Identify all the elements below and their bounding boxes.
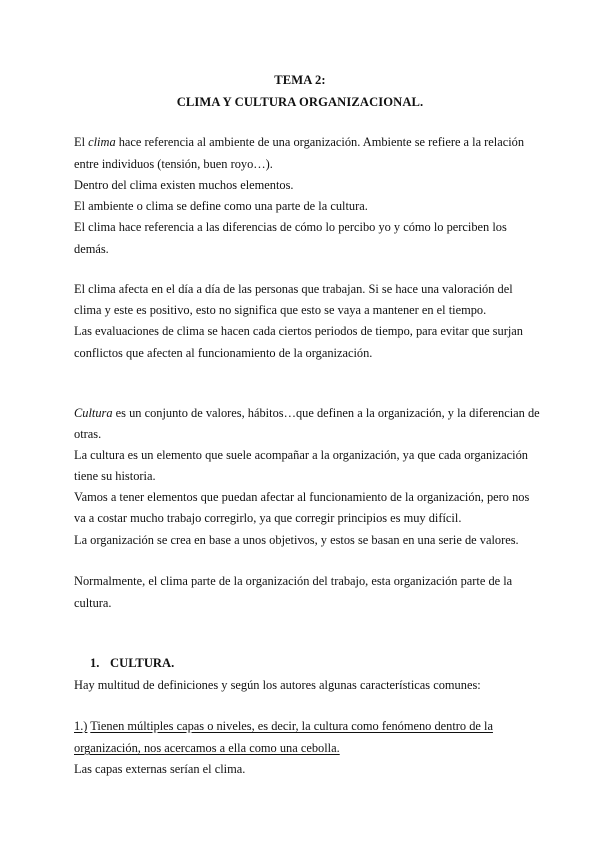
cultura-paragraph-3-line-2: va a costar mucho trabajo corregirlo, ya que corregir principios es muy difícil. [74,511,462,525]
clima-paragraph-1 [74,135,524,150]
page-title: CLIMA Y CULTURA ORGANIZACIONAL. [176,95,424,109]
clima-paragraph-1-line-2: entre individuos (tensión, buen royo…). [74,157,273,171]
cultura-paragraph-4: La organización se crea en base a unos objetivos, y estos se basan en una serie de valores. [74,533,519,547]
text-run: hace referencia al ambiente de una organización. Ambiente se refiere a la relación [115,135,525,149]
clima-paragraph-3: El ambiente o clima se define como una parte de la cultura. [74,199,368,213]
title-line-1: TEMA 2: [274,73,326,87]
cultura-paragraph-5: Normalmente, el clima parte de la organización del trabajo, esta organización parte de la [74,574,513,588]
cultura-paragraph-1-line-2: otras. [74,427,102,441]
clima-paragraph-4-line-2: demás. [74,242,109,256]
clima-paragraph-5: El clima afecta en el día a día de las personas que trabajan. Si se hace una valoración del [74,282,513,296]
clima-paragraph-4: El clima hace referencia a las diferencias de cómo lo percibo yo y cómo lo perciben los [74,220,507,234]
cultura-paragraph-2-line-2: tiene su historia. [74,469,156,483]
clima-paragraph-2: Dentro del clima existen muchos elementos. [74,178,294,192]
cultura-paragraph-5-line-2: cultura. [74,596,112,610]
list-item-1-note: Las capas externas serían el clima. [74,762,246,776]
term-clima: clima [88,135,116,149]
text-run: El [74,135,89,149]
text-run: es un conjunto de valores, hábitos…que definen a la organización, y la diferencian de [112,406,540,420]
section-title: CULTURA. [110,656,175,670]
section-intro: Hay multitud de definiciones y según los autores algunas características comunes: [74,678,481,692]
list-item-text: organización, nos acercamos a ella como una cebolla. [74,741,340,755]
cultura-paragraph-3: Vamos a tener elementos que puedan afectar al funcionamiento de la organización, pero nos [74,490,530,504]
list-item-text: Tienen múltiples capas o niveles, es decir, la cultura como fenómeno dentro de la [90,719,493,733]
section-heading-cultura [90,656,174,671]
clima-paragraph-5-line-2: clima y este es positivo, esto no significa que esto se vaya a mantener en el tiempo. [74,303,487,317]
list-item-number: 1.) [74,719,88,733]
cultura-paragraph-1 [74,406,540,421]
list-item-1 [74,719,493,734]
cultura-paragraph-2: La cultura es un elemento que suele acompañar a la organización, ya que cada organización [74,448,529,462]
term-cultura: Cultura [74,406,113,420]
clima-paragraph-6-line-2: conflictos que afecten al funcionamiento de la organización. [74,346,373,360]
clima-paragraph-6: Las evaluaciones de clima se hacen cada ciertos periodos de tiempo, para evitar que surjan [74,324,523,338]
section-number: 1. [90,656,100,670]
list-item-1-line-2 [74,741,340,756]
